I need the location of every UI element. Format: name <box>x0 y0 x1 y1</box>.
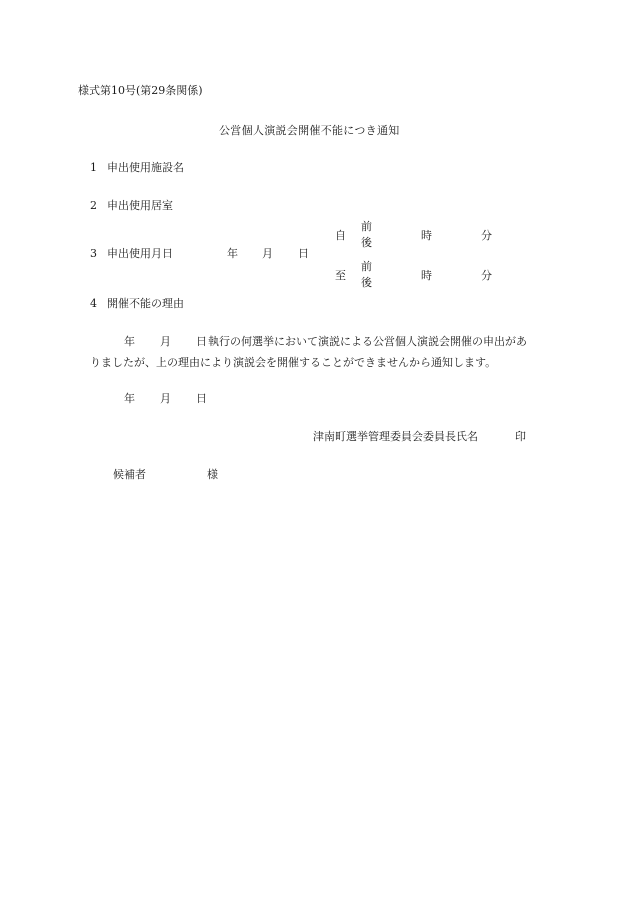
time-to-pm: 後 <box>361 276 372 289</box>
item-1-number: 1 <box>90 161 97 174</box>
issuer-name: 津南町選挙管理委員会委員長氏名 <box>313 430 478 443</box>
body-month-unit: 月 <box>160 335 171 348</box>
body-year-unit: 年 <box>124 335 135 348</box>
item-1-label: 申出使用施設名 <box>107 161 184 174</box>
time-to-am: 前 <box>361 260 372 273</box>
item-3-label: 申出使用月日 <box>107 247 173 260</box>
date-day-unit: 日 <box>298 247 309 260</box>
body-day-unit: 日 <box>196 335 207 348</box>
document-title: 公営個人演説会開催不能につき通知 <box>219 124 400 137</box>
issue-month-unit: 月 <box>160 392 171 405</box>
body-line-1: 執行の何選挙において演説による公営個人演説会開催の申出があ <box>208 335 527 348</box>
item-4-label: 開催不能の理由 <box>107 297 184 310</box>
issuer-seal: 印 <box>515 430 526 443</box>
item-2-number: 2 <box>90 199 97 212</box>
time-from-hour: 時 <box>421 229 432 242</box>
time-from-label: 自 <box>335 229 346 242</box>
time-from-minute: 分 <box>481 229 492 242</box>
time-to-label: 至 <box>335 269 346 282</box>
item-3-number: 3 <box>90 247 97 260</box>
body-line-2: りましたが、上の理由により演説会を開催することができませんから通知します。 <box>90 356 497 369</box>
issue-day-unit: 日 <box>196 392 207 405</box>
date-month-unit: 月 <box>262 247 273 260</box>
time-from-am: 前 <box>361 220 372 233</box>
date-year-unit: 年 <box>227 247 238 260</box>
recipient-label: 候補者 <box>113 468 146 481</box>
item-2-label: 申出使用居室 <box>107 199 173 212</box>
recipient-honorific: 様 <box>207 468 218 481</box>
time-to-hour: 時 <box>421 269 432 282</box>
time-to-minute: 分 <box>481 269 492 282</box>
form-number: 様式第10号(第29条関係) <box>78 84 203 97</box>
issue-year-unit: 年 <box>124 392 135 405</box>
item-4-number: 4 <box>90 297 97 310</box>
time-from-pm: 後 <box>361 236 372 249</box>
